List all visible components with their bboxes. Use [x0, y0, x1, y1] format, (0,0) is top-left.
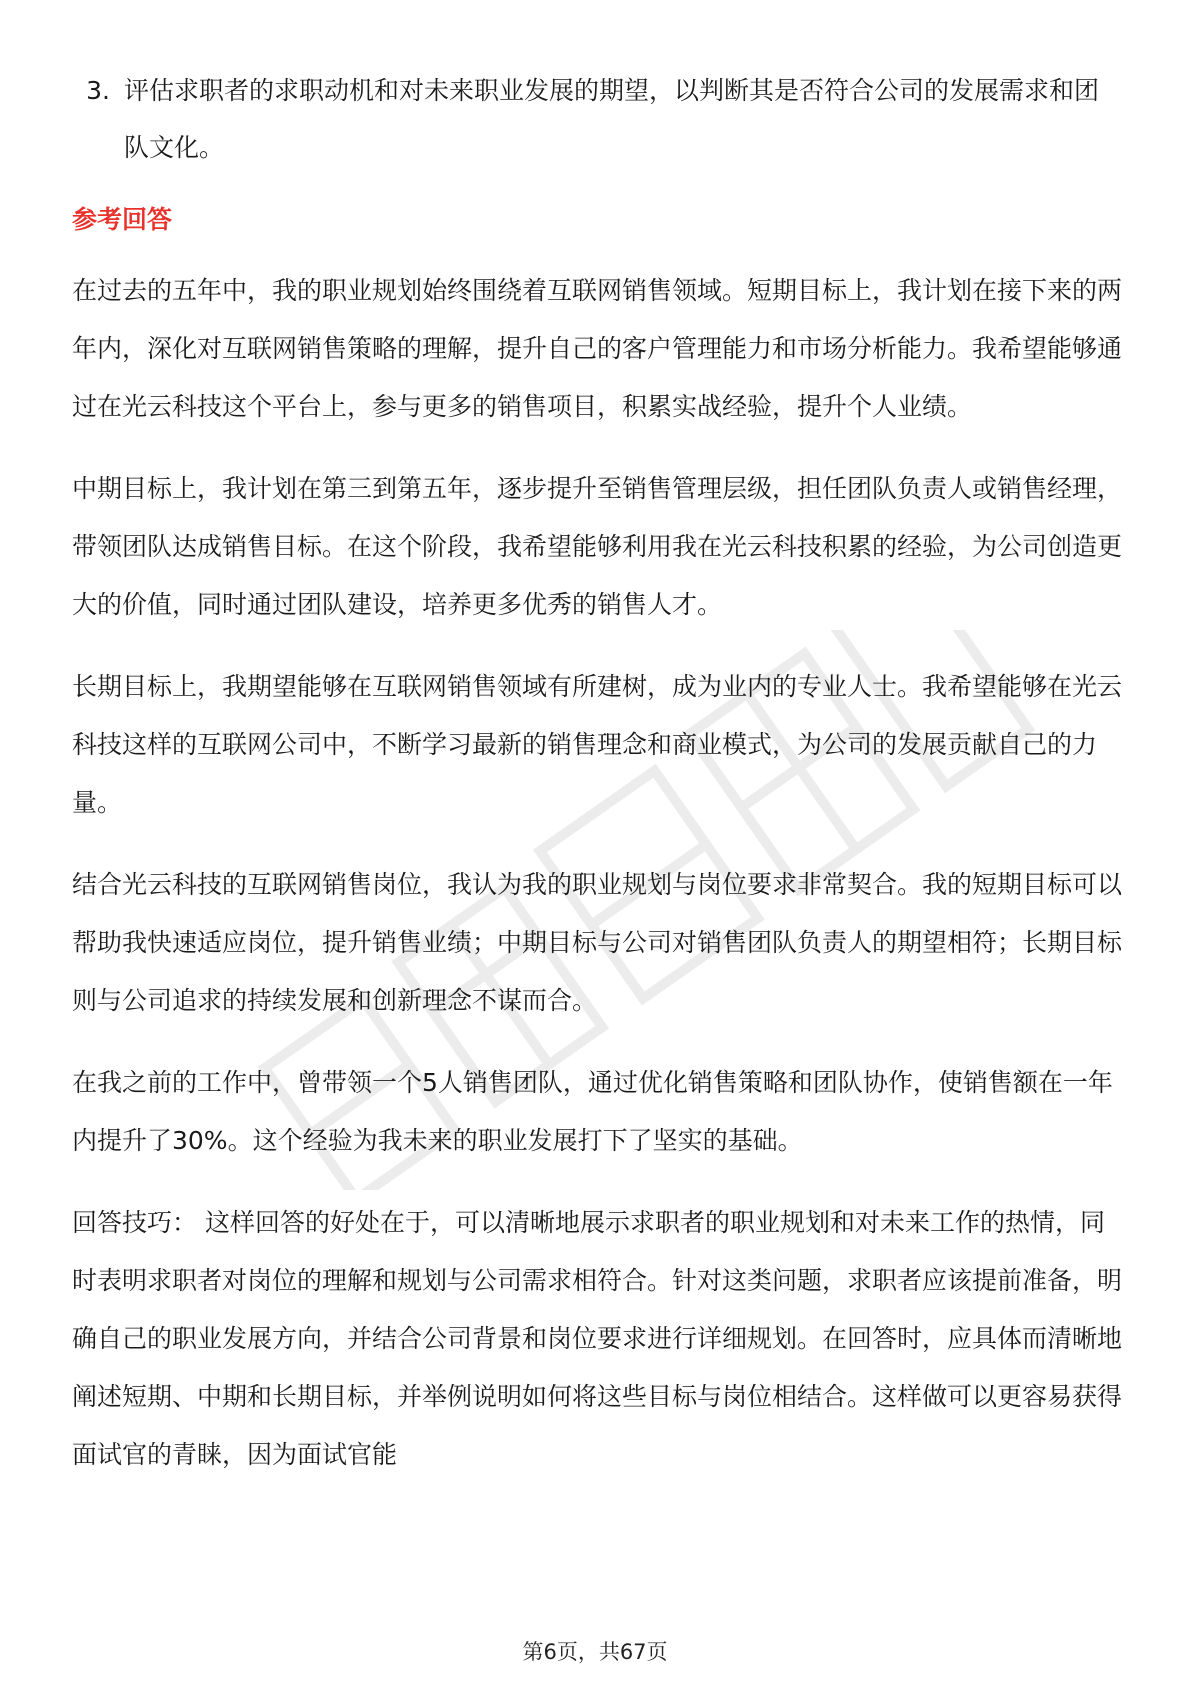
paragraph-tips: 回答技巧： 这样回答的好处在于，可以清晰地展示求职者的职业规划和对未来工作的热情，同时表明求职者对岗位的理解和规划与公司需求相符合。针对这类问题，求职者应该提前准备，明确自己的职业发展方向，并结合公司背景和岗位要求进行详细规划。在回答时，应具体而清晰地阐述短期、中期和长期目标，并举例说明如何将这些目标与岗位相结合。这样做可以更容易获得面试官的青睐，因为面试官能 — [72, 1208, 1123, 1469]
page-footer: 第6页，共67页 — [522, 1640, 668, 1664]
paragraph-fit: 结合光云科技的互联网销售岗位，我认为我的职业规划与岗位要求非常契合。我的短期目标可以帮助我快速适应岗位，提升销售业绩；中期目标与公司对销售团队负责人的期望相符；长期目标则与公司追求的持续发展和创新理念不谋而合。 — [72, 870, 1123, 1015]
list-text: 评估求职者的求职动机和对未来职业发展的期望，以判断其是否符合公司的发展需求和团队文化。 — [124, 76, 1100, 162]
paragraph-mid-term: 中期目标上，我计划在第三到第五年，逐步提升至销售管理层级，担任团队负责人或销售经理，带领团队达成销售目标。在这个阶段，我希望能够利用我在光云科技积累的经验，为公司创造更大的价值，同时通过团队建设，培养更多优秀的销售人才。 — [72, 474, 1123, 619]
list-item — [72, 62, 1122, 176]
paragraph-experience: 在我之前的工作中，曾带领一个5人销售团队，通过优化销售策略和团队协作，使销售额在一年内提升了30%。这个经验为我未来的职业发展打下了坚实的基础。 — [72, 1068, 1113, 1155]
list-number: 3. — [86, 76, 110, 105]
paragraph-long-term: 长期目标上，我期望能够在互联网销售领域有所建树，成为业内的专业人士。我希望能够在光云科技这样的互联网公司中，不断学习最新的销售理念和商业模式，为公司的发展贡献自己的力量。 — [72, 672, 1123, 817]
section-heading: 参考回答 — [72, 205, 173, 234]
document-content — [72, 62, 1122, 1484]
paragraph-short-term: 在过去的五年中，我的职业规划始终围绕着互联网销售领域。短期目标上，我计划在接下来的两年内，深化对互联网销售策略的理解，提升自己的客户管理能力和市场分析能力。我希望能够通过在光云科技这个平台上，参与更多的销售项目，积累实战经验，提升个人业绩。 — [72, 276, 1123, 421]
